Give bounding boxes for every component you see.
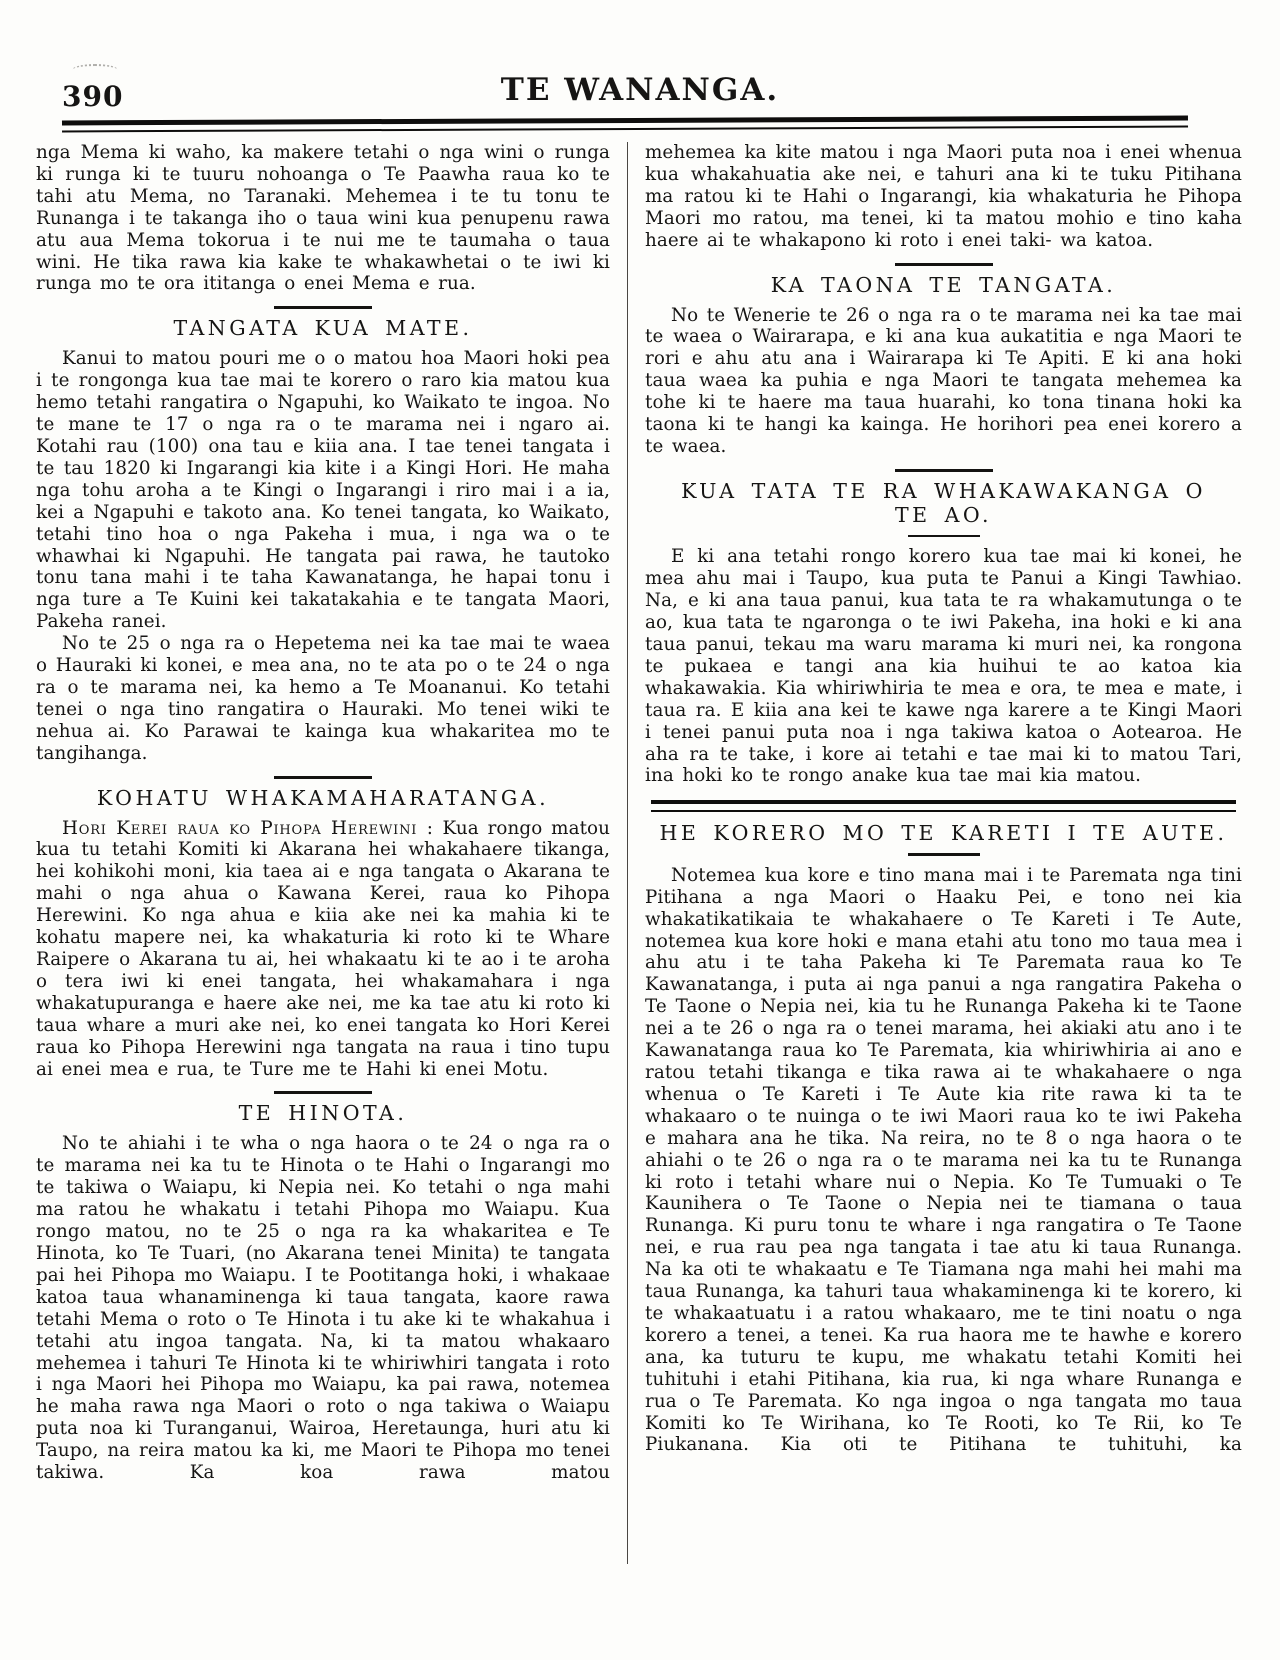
section-heading: TE HINOTA. bbox=[238, 1101, 408, 1126]
masthead bbox=[0, 0, 1280, 140]
page-number: 390 bbox=[62, 80, 124, 113]
continued-paragraph: mehemea ka kite matou i nga Maori puta noa i enei whenua kua whakahuatia ake nei, e tahuri ana ki te tuku Pitihana ma ratou ki te Hahi o Ingarangi, kia whakaturia he Pihopa Maori mo ratou, ma tenei, ki ta matou mohio e tino kaha haere ai te whakapono ki roto i enei taki- wa katoa. bbox=[645, 142, 1242, 251]
column-right bbox=[645, 142, 1242, 1564]
section-heading: HE KORERO MO TE KARETI I TE AUTE. bbox=[659, 821, 1228, 846]
section-rule bbox=[274, 776, 372, 779]
section-rule bbox=[908, 535, 980, 538]
section-rule bbox=[895, 469, 993, 472]
article-paragraph: No te 25 o nga ra o Hepetema nei ka tae mai te waea o Hauraki ki konei, e mea ana, no te ata po o te 24 o nga ra o te marama nei, ka hemo a Te Moananui. Ko tetahi tenei o nga tino rangatira o Hauraki. Mo tenei wiki te nehua ai. Ko Parawai te kainga kua whakaritea mo te tangihanga. bbox=[36, 633, 610, 764]
article-paragraph: No te ahiahi i te wha o nga haora o te 24 o nga ra o te marama nei ka tu te Hinota o te Hahi o Ingarangi mo te takiwa o Waiapu, ki Nepia nei. Ko tetahi o nga mahi ma ratou he whakatu i tetahi Pihopa mo Waiapu. Kua rongo matou, no te 25 o nga ra ka whakaritea e Te Hinota, ko Te Tuari, (no Akarana tenei Minita) te tangata pai hei Pihopa mo Waiapu. I te Pootitanga hoki, i whakaae katoa taua whanaminenga ki taua tangata, kaore rawa tetahi Mema o roto o Te Hinota i tu ake ki te whakahua i tetahi atu ingoa tangata. Na, ki ta matou whakaaro mehemea i tahuri Te Hinota ki te whiriwhiri tangata i roto i nga Maori hei Pihopa mo Waiapu, ka pai rawa, notemea he maha rawa nga Maori o roto o nga takiwa o Waiapu puta noa ki Turanganui, Wairoa, Heretaunga, huri atu ki Taupo, na reira matou ka ki, me Maori te Pihopa mo tenei takiwa. Ka koa rawa matou bbox=[36, 1133, 610, 1484]
article-paragraph: Kanui to matou pouri me o o matou hoa Maori hoki pea i te rongonga kua tae mai te korero o raro kia matou kua hemo tetahi rangatira o Ngapuhi, ko Waikato te ingoa. No te mane te 17 o nga ra o te marama nei i ngaro ai. Kotahi rau (100) ona tau e kiia ana. I tae tenei tangata i te tau 1820 ki Ingarangi kia kite i a Kingi Hori. He maha nga tohu aroha a te Kingi o Ingarangi i riro mai i a ia, kei a Ngapuhi e takoto ana. Ko tenei tangata, ko Waikato, tetahi tino hoa o nga Pakeha i mua, i nga wa o te whawhai ki Ngapuhi. He tangata pai rawa, he tautoko tonu tana mahi i te taha Kawanatanga, he hapai tonu i nga ture a Te Kuini kei takatakahia e te tangata Maori, Pakeha ranei. bbox=[36, 348, 610, 633]
section-heading: TANGATA KUA MATE. bbox=[173, 316, 473, 341]
section-heading: KOHATU WHAKAMAHARATANGA. bbox=[96, 785, 550, 810]
section-heading: KUA TATA TE RA WHAKAWAKANGA O TE AO. bbox=[681, 478, 1206, 527]
paragraph-lead-smallcaps: Hori Kerei raua ko Pihopa Herewini : bbox=[62, 817, 434, 839]
article-section-te-hinota bbox=[36, 1091, 610, 1484]
article-section-ka-taona-te-tangata bbox=[645, 263, 1242, 458]
continued-paragraph: nga Mema ki waho, ka makere tetahi o nga wini o runga ki runga ki te tuuru nohoanga o Te Paawha raua ko te tahi atu Mema, no Taranaki. Mehemea i te tu tonu te Runanga i te takanga iho o taua wini kua penupenu rawa atu aua Mema tokorua i te nui me te taumaha o taua wini. He tika rawa kia kake te whakawhetai o te iwi ki runga mo te ora ititanga o enei Mema e rua. bbox=[36, 142, 610, 295]
column-divider bbox=[627, 142, 628, 1564]
section-heading: KA TAONA TE TANGATA. bbox=[770, 272, 1117, 297]
paragraph-body: Kua rongo matou kua tu tetahi Komiti ki Akarana hei whakahaere tikanga, hei kohikohi moni, kia taea ai e nga tangata o Akarana te mahi o nga ahua o Kawana Kerei, raua ko Pihopa Herewini. Ko nga ahua e kiia ake nei ka mahia ki te kohatu mapere nei, ka whakaturia ki roto ki te Whare Raipere o Akarana tu ai, hei whakaatu ki te ao i te aroha o tera iwi ki enei tangata, hei whakamahara i nga whakatupuranga e haere ake nei, me ka tae atu ki roto ki taua whare a muri ake nei, ko enei tangata ko Hori Kerei raua ko Pihopa Herewini nga tangata na raua i tino tupu ai enei mea e rua, te Ture me te Hahi ki enei Motu. bbox=[36, 817, 610, 1080]
article-section-tangata-kua-mate bbox=[36, 306, 610, 764]
section-rule bbox=[274, 1091, 372, 1094]
article-section-he-korero-kareti bbox=[645, 800, 1242, 1456]
article-paragraph: Notemea kua kore e tino mana mai i te Paremata nga tini Pitihana a nga Maori o Haaku Pei, e tono nei kia whakatikatikaia te whakahaere o Te Kareti i Te Aute, notemea kua kore hoki e mana etahi atu tono mo taua mea i ahu atu i te taha Pakeha ki Te Paremata raua ko Te Kawanatanga, i puta ai nga panui a nga rangatira Pakeha o Te Taone o Nepia nei, kia tu he Runanga Pakeha ki te Taone nei a te 26 o nga ra o tenei marama, hei akiaki atu ano i te Kawanatanga raua ko Te Paremata, kia whiriwhiria ai ano e ratou tetahi tikanga e tika rawa ai te whakahaere o nga whenua o Te Kareti i Te Aute kia rite rawa ki ta te whakaaro o te nuinga o te iwi Maori raua ko te iwi Pakeha e mahara ana he tika. Na reira, no te 8 o nga haora o te ahiahi o te 26 o nga ra o te marama nei ka tu te Runanga ki roto i tetahi whare nui o Nepia. Ko Te Tumuaki o Te Kaunihera o Te Taone o Nepia nei te tiamana o taua Runanga. Ki puru tonu te whare i nga rangatira o Te Taone nei, e rua rau pea nga tangata i tae atu ki taua Runanga. Na ka oti te whakaatu e Te Tiamana nga mahi hei mahi ma taua Runanga, ka tahuri taua whakaminenga ki te korero, ki te whakaatuatu i a ratou whakaaro, me te tini noatu o nga korero a tenei, a tenei. Ka rua haora me te hawhe e korero ana, ka tuturu te kupu, me whakatu tetahi Komiti hei tuhituhi i etahi Pitihana, kia rua, ki nga whare Runanga e rua o Te Paremata. Ko nga ingoa o nga tangata mo taua Komiti ko Te Wirihana, ko Te Rooti, ko Te Rii, ko Te Piukanana. Kia oti te Pitihana te tuhituhi, ka bbox=[645, 864, 1242, 1456]
section-rule bbox=[908, 853, 980, 856]
article-paragraph: No te Wenerie te 26 o nga ra o te marama nei ka tae mai te waea o Wairarapa, e ki ana kua aukatitia e nga Maori te rori e ahu atu ana i Wairarapa ki Te Apiti. E ki ana hoki taua waea ka puhia e nga Maori te tangata mehemea ka tohe ki te haere ma taua huarahi, ko tona tinana hoki ka taona ki te hangi ka kainga. He horihori pea enei korero a te waea. bbox=[645, 304, 1242, 457]
article-section-kohatu-whakamaharatanga bbox=[36, 776, 610, 1081]
article-paragraph: E ki ana tetahi rongo korero kua tae mai ki konei, he mea ahu mai i Taupo, kua puta te Panui a Kingi Tawhiao. Na, e ki ana taua panui, kua tata te ra whakamutunga o te ao, kua tata te ngaronga o te iwi Pakeha, ina hoki e ki ana taua panui, tekau ma waru marama ki muri nei, ka rongona te pukaea e tangi ana kia huihui te ao katoa kia whakawakia. Kia whiriwhiria te mea e ora, te mea e mate, i taua ra. E kiia ana kei te kawe nga karere a te Kingi Maori i tenei panui puta noa i nga takiwa katoa o Aotearoa. He aha ra te take, i kore ai tetahi e tae mai ki to matou Tari, ina hoki ko te rongo anake kua tae mai kia matou. bbox=[645, 546, 1242, 787]
columns bbox=[36, 142, 1242, 1564]
header-rule bbox=[62, 116, 1188, 133]
section-rule bbox=[895, 263, 993, 266]
column-left bbox=[36, 142, 610, 1564]
article-paragraph bbox=[36, 818, 610, 1081]
section-rule bbox=[274, 306, 372, 309]
paper-title: TE WANANGA. bbox=[500, 72, 780, 108]
article-break-double-rule bbox=[651, 800, 1236, 812]
article-section-kua-tata-te-ra bbox=[645, 469, 1242, 787]
